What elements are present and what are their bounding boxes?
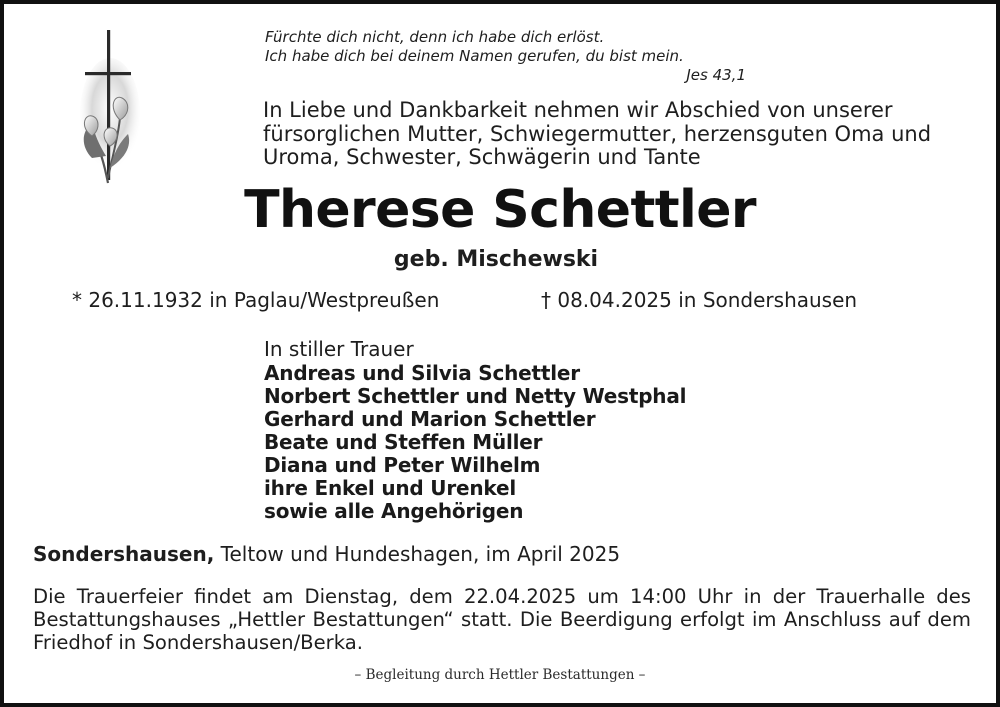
funeral-service-info: Die Trauerfeier findet am Dienstag, dem 22.04.2025 um 14:00 Uhr in der Trauerhalle des Bestattungshauses „Hettler Bestattungen“ statt. Die Beerdigung erfolgt im Anschluss auf dem Friedhof in Sondershausen/Berka. <box>33 585 971 654</box>
verse-reference: Jes 43,1 <box>686 66 746 84</box>
mourner-item: Andreas und Silvia Schettler <box>264 361 580 385</box>
farewell-intro <box>263 99 931 170</box>
mourner-item: ihre Enkel und Urenkel <box>264 476 516 500</box>
mourner-item: Diana und Peter Wilhelm <box>264 453 541 477</box>
mourner-item: Gerhard und Marion Schettler <box>264 407 596 431</box>
intro-line-3: Uroma, Schwester, Schwägerin und Tante <box>263 145 701 169</box>
mourning-intro: In stiller Trauer <box>264 337 414 361</box>
cross-with-calla-lily-icon <box>70 28 150 190</box>
funeral-home-credit: – Begleitung durch Hettler Bestattungen – <box>354 667 646 683</box>
bible-verse <box>265 28 684 66</box>
death-date: † 08.04.2025 in Sondershausen <box>541 288 858 312</box>
mourners-list <box>264 362 686 523</box>
mourner-item: sowie alle Angehörigen <box>264 499 524 523</box>
intro-line-1: In Liebe und Dankbarkeit nehmen wir Abschied von unserer <box>263 98 893 122</box>
mourner-item: Beate und Steffen Müller <box>264 430 543 454</box>
intro-line-2: fürsorglichen Mutter, Schwiegermutter, herzensguten Oma und <box>263 121 932 146</box>
deceased-name: Therese Schettler <box>244 180 756 240</box>
place-and-date <box>33 542 620 566</box>
mourner-item: Norbert Schettler und Netty Westphal <box>264 384 687 408</box>
verse-line-1: Fürchte dich nicht, denn ich habe dich erlöst. <box>265 28 605 46</box>
place-rest: Teltow und Hundeshagen, im April 2025 <box>214 542 621 566</box>
verse-line-2: Ich habe dich bei deinem Namen gerufen, du bist mein. <box>265 47 684 65</box>
place-city: Sondershausen, <box>33 542 215 566</box>
maiden-name: geb. Mischewski <box>393 247 599 272</box>
birth-date: * 26.11.1932 in Paglau/Westpreußen <box>72 288 440 312</box>
